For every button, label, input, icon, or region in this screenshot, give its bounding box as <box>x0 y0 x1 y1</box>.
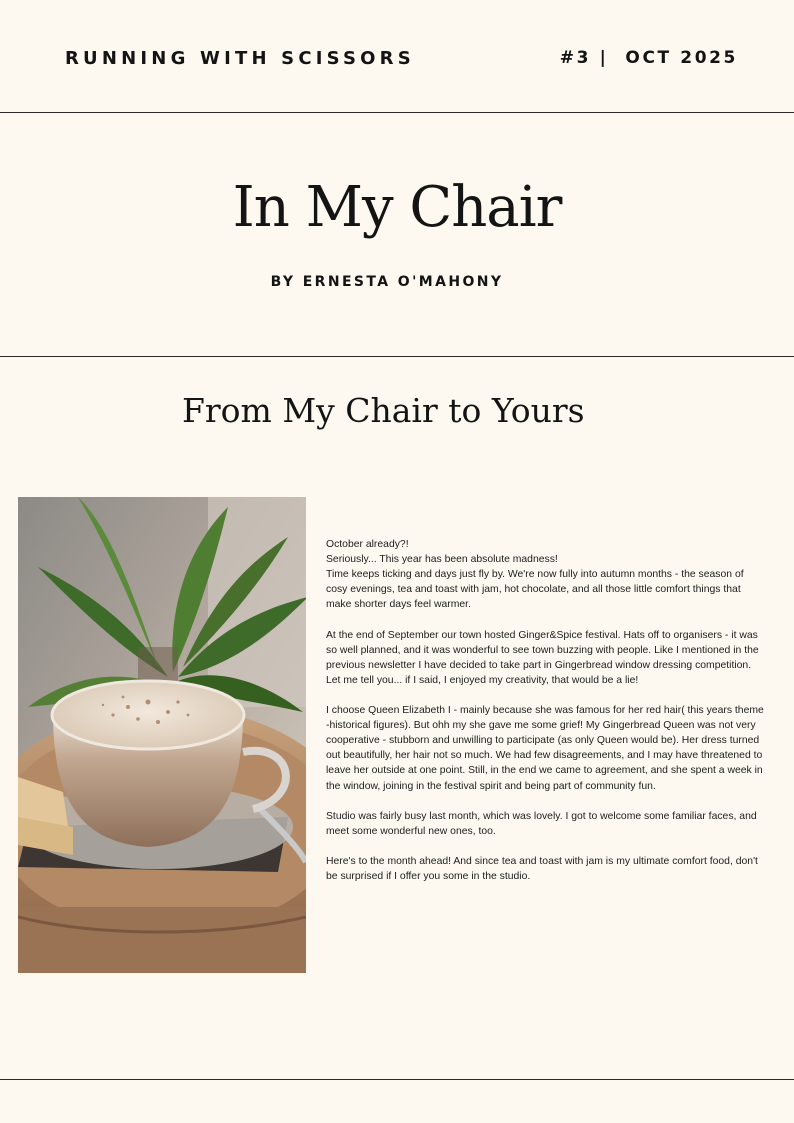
byline: BY ERNESTA O'MAHONY <box>270 274 504 290</box>
top-divider <box>0 112 794 113</box>
paragraph-1: October already?! Seriously... This year has been absolute madness! Time keeps ticking and days just fly by. We're now fully into autumn months - the season of cosy evenings, tea and toast with jam, hot chocolate, and all those little comfort things that make shorter days feel warmer. <box>326 539 744 611</box>
paragraph-2: At the end of September our town hosted Ginger&Spice festival. Hats off to organisers - it was so well planned, and it was wonderful to see town buzzing with people. Like I mentioned in the previous newsletter I have decided to take part in Gingerbread window dressing competition. Let me tell you... if I said, I enjoyed my creativity, that would be a lie! <box>326 629 759 686</box>
article-heading: From My Chair to Yours <box>182 391 585 430</box>
issue-date: #3 | OCT 2025 <box>559 48 738 68</box>
paragraph-4: Studio was fairly busy last month, which was lovely. I got to welcome some familiar faces, and meet some wonderful new ones, too. <box>326 810 757 837</box>
coffee-cup-photo <box>18 497 306 973</box>
article-body <box>326 537 766 899</box>
newsletter-name: RUNNING WITH SCISSORS <box>65 48 415 69</box>
column-title: In My Chair <box>232 175 562 240</box>
middle-divider <box>0 356 794 357</box>
bottom-divider <box>0 1079 794 1080</box>
paragraph-3: I choose Queen Elizabeth I - mainly because she was famous for her red hair( this years theme -historical figures). But ohh my she gave me some grief! My Gingerbread Queen was not very cooperative - stubborn and unwilling to participate (as only Queen would be). Her dress turned out beautifully, her hair not so much. We had few disagreements, and I may have threatened to leave her outside at one point. Still, in the end we came to agreement, and she spent a week in the window, joining in the festival spirit and being part of community fun. <box>326 705 764 792</box>
paragraph-5: Here's to the month ahead! And since tea and toast with jam is my ultimate comfort food, don't be surprised if I offer you some in the studio. <box>326 855 758 883</box>
